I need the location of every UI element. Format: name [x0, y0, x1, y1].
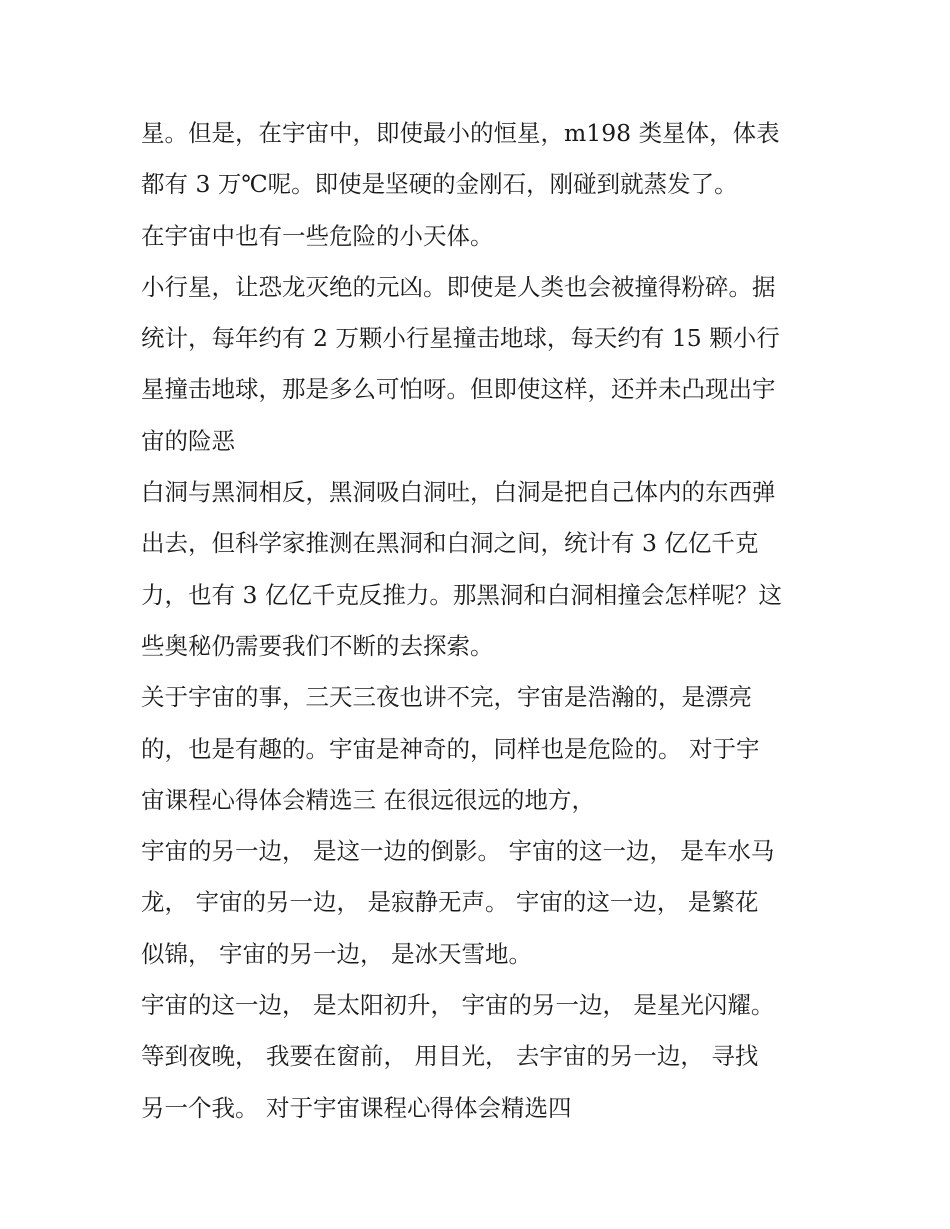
text-line: 在宇宙中也有一些危险的小天体。 — [141, 221, 494, 250]
text-line: 宇宙的另一边， 是这一边的倒影。 宇宙的这一边， 是车水马 — [141, 837, 775, 866]
text-line: 宙课程心得体会精选三 在很远很远的地方， — [141, 785, 595, 814]
text-line: 等到夜晚， 我要在窗前， 用目光， 去宇宙的另一边， 寻找 — [141, 1042, 759, 1071]
text-line: 统计，每年约有 2 万颗小行星撞击地球，每天约有 15 颗小行 — [141, 324, 780, 353]
text-line: 宙的险恶 — [141, 426, 235, 455]
text-line: 星。但是，在宇宙中，即使最小的恒星，m198 类星体，体表 — [141, 119, 780, 147]
text-line: 龙， 宇宙的另一边， 是寂静无声。 宇宙的这一边， 是繁花 — [141, 888, 759, 917]
text-line: 出去，但科学家推测在黑洞和白洞之间，统计有 3 亿亿千克 — [141, 529, 759, 558]
text-line: 另一个我。 对于宇宙课程心得体会精选四 — [141, 1093, 572, 1122]
body-text — [141, 108, 821, 1134]
text-line: 小行星，让恐龙灭绝的元凶。即使是人类也会被撞得粉碎。据 — [141, 272, 776, 301]
text-line: 似锦， 宇宙的另一边， 是冰天雪地。 — [141, 939, 532, 968]
text-line: 白洞与黑洞相反，黑洞吸白洞吐，白洞是把自己体内的东西弹 — [141, 478, 776, 507]
text-line: 的，也是有趣的。宇宙是神奇的，同样也是危险的。 对于宇 — [141, 734, 760, 763]
text-line: 都有 3 万℃呢。即使是坚硬的金刚石，刚碰到就蒸发了。 — [141, 170, 738, 199]
text-line: 力，也有 3 亿亿千克反推力。那黑洞和白洞相撞会怎样呢？这 — [141, 580, 782, 609]
text-line: 些奥秘仍需要我们不断的去探索。 — [141, 631, 494, 660]
text-line: 关于宇宙的事，三天三夜也讲不完，宇宙是浩瀚的，是漂亮 — [141, 683, 752, 712]
text-line: 星撞击地球，那是多么可怕呀。但即使这样，还并未凸现出宇 — [141, 375, 776, 404]
text-line: 宇宙的这一边， 是太阳初升， 宇宙的另一边， 是星光闪耀。 — [141, 991, 775, 1020]
